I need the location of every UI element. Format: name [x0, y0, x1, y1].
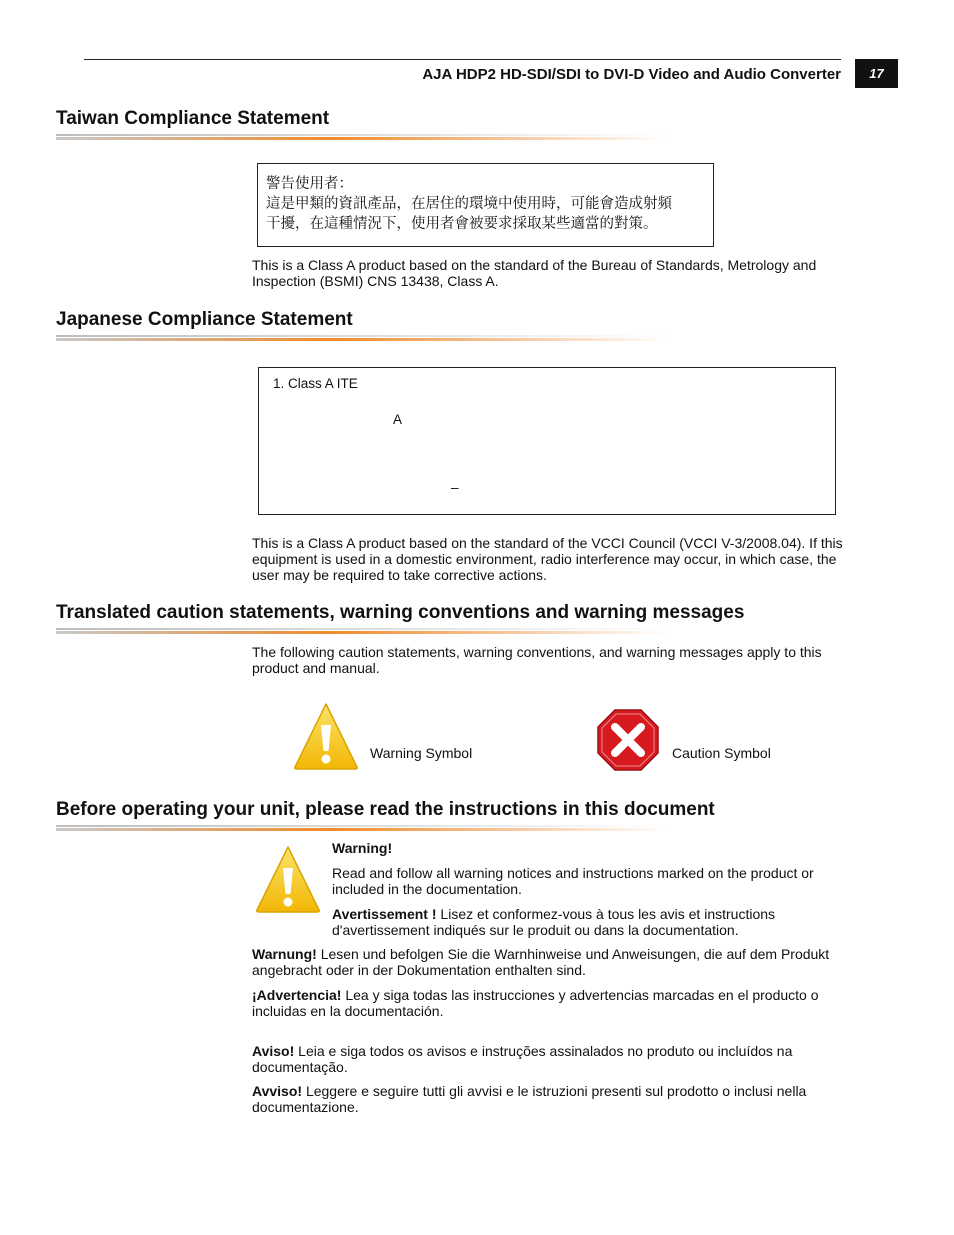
warning-text-en: Read and follow all warning notices and instructions marked on the product or included in the documentation.	[332, 865, 814, 897]
vcci-box-line: A	[393, 412, 403, 427]
translated-intro-text: The following caution statements, warning conventions, and warning messages apply to this product and manual.	[252, 644, 822, 676]
warning-label-de: Warnung!	[252, 946, 317, 962]
warning-label-fr: Avertissement !	[332, 906, 437, 922]
taiwan-box-line: 警告使用者：	[266, 176, 353, 192]
warning-triangle-icon	[292, 701, 360, 771]
translated-heading: Translated caution statements, warning conventions and warning messages	[56, 602, 745, 623]
section-divider	[56, 334, 668, 344]
warning-label-es: ¡Advertencia!	[252, 987, 342, 1003]
japan-heading: Japanese Compliance Statement	[56, 309, 353, 330]
before-operating-heading: Before operating your unit, please read the instructions in this document	[56, 799, 715, 820]
warning-text-it	[252, 1083, 864, 1115]
warning-body-fr: Lisez et conformez-vous à tous les avis et instructions d'avertissement indiqués sur le produit ou dans la documentation.	[332, 906, 776, 938]
warning-label-it: Avviso!	[252, 1083, 303, 1099]
taiwan-box-line: 干擾，在這種情況下，使用者會被要求採取某些適當的對策。	[266, 216, 658, 232]
header-rule	[84, 59, 841, 60]
taiwan-heading: Taiwan Compliance Statement	[56, 108, 330, 129]
vcci-box-line: 1. Class A ITE	[273, 376, 358, 391]
warning-triangle-icon	[254, 844, 322, 914]
japan-statement-text: This is a Class A product based on the standard of the VCCI Council (VCCI V-3/2008.04). If this equipment is used in a domestic environment, radio interference may occur, in which case, the user may be required to take corrective actions.	[252, 535, 843, 583]
running-header-title: AJA HDP2 HD-SDI/SDI to DVI-D Video and Audio Converter	[422, 66, 841, 83]
warning-text-pt	[252, 1043, 864, 1075]
section-divider	[56, 133, 668, 143]
vcci-statement-box	[258, 367, 836, 515]
caution-symbol-label: Caution Symbol	[672, 745, 771, 761]
section-divider	[56, 627, 668, 637]
caution-stop-icon	[596, 708, 660, 772]
warning-label-pt: Aviso!	[252, 1043, 295, 1059]
warning-title: Warning!	[332, 840, 393, 856]
warning-text-es	[252, 987, 864, 1019]
warning-body-pt: Leia e siga todos os avisos e instruções assinalados no produto ou incluídos na documentação.	[252, 1043, 793, 1075]
vcci-box-line: –	[451, 480, 459, 495]
warning-body-de: Lesen und befolgen Sie die Warnhinweise und Anweisungen, die auf dem Produkt angebracht oder in der Dokumentation enthalten sind.	[252, 946, 830, 978]
taiwan-box-line: 這是甲類的資訊產品，在居住的環境中使用時，可能會造成射頻	[266, 196, 672, 212]
taiwan-warning-box	[257, 163, 714, 247]
warning-text-de	[252, 946, 864, 978]
warning-symbol-label: Warning Symbol	[370, 745, 473, 761]
warning-body-it: Leggere e seguire tutti gli avvisi e le istruzioni presenti sul prodotto o inclusi nella documentazione.	[252, 1083, 807, 1115]
taiwan-statement-text: This is a Class A product based on the standard of the Bureau of Standards, Metrology and Inspection (BSMI) CNS 13438, Class A.	[252, 257, 817, 289]
warning-text-fr	[332, 906, 862, 938]
section-divider	[56, 824, 668, 834]
page-number: 17	[855, 59, 898, 88]
warning-body-es: Lea y siga todas las instrucciones y advertencias marcadas en el producto o incluidas en la documentación.	[252, 987, 819, 1019]
